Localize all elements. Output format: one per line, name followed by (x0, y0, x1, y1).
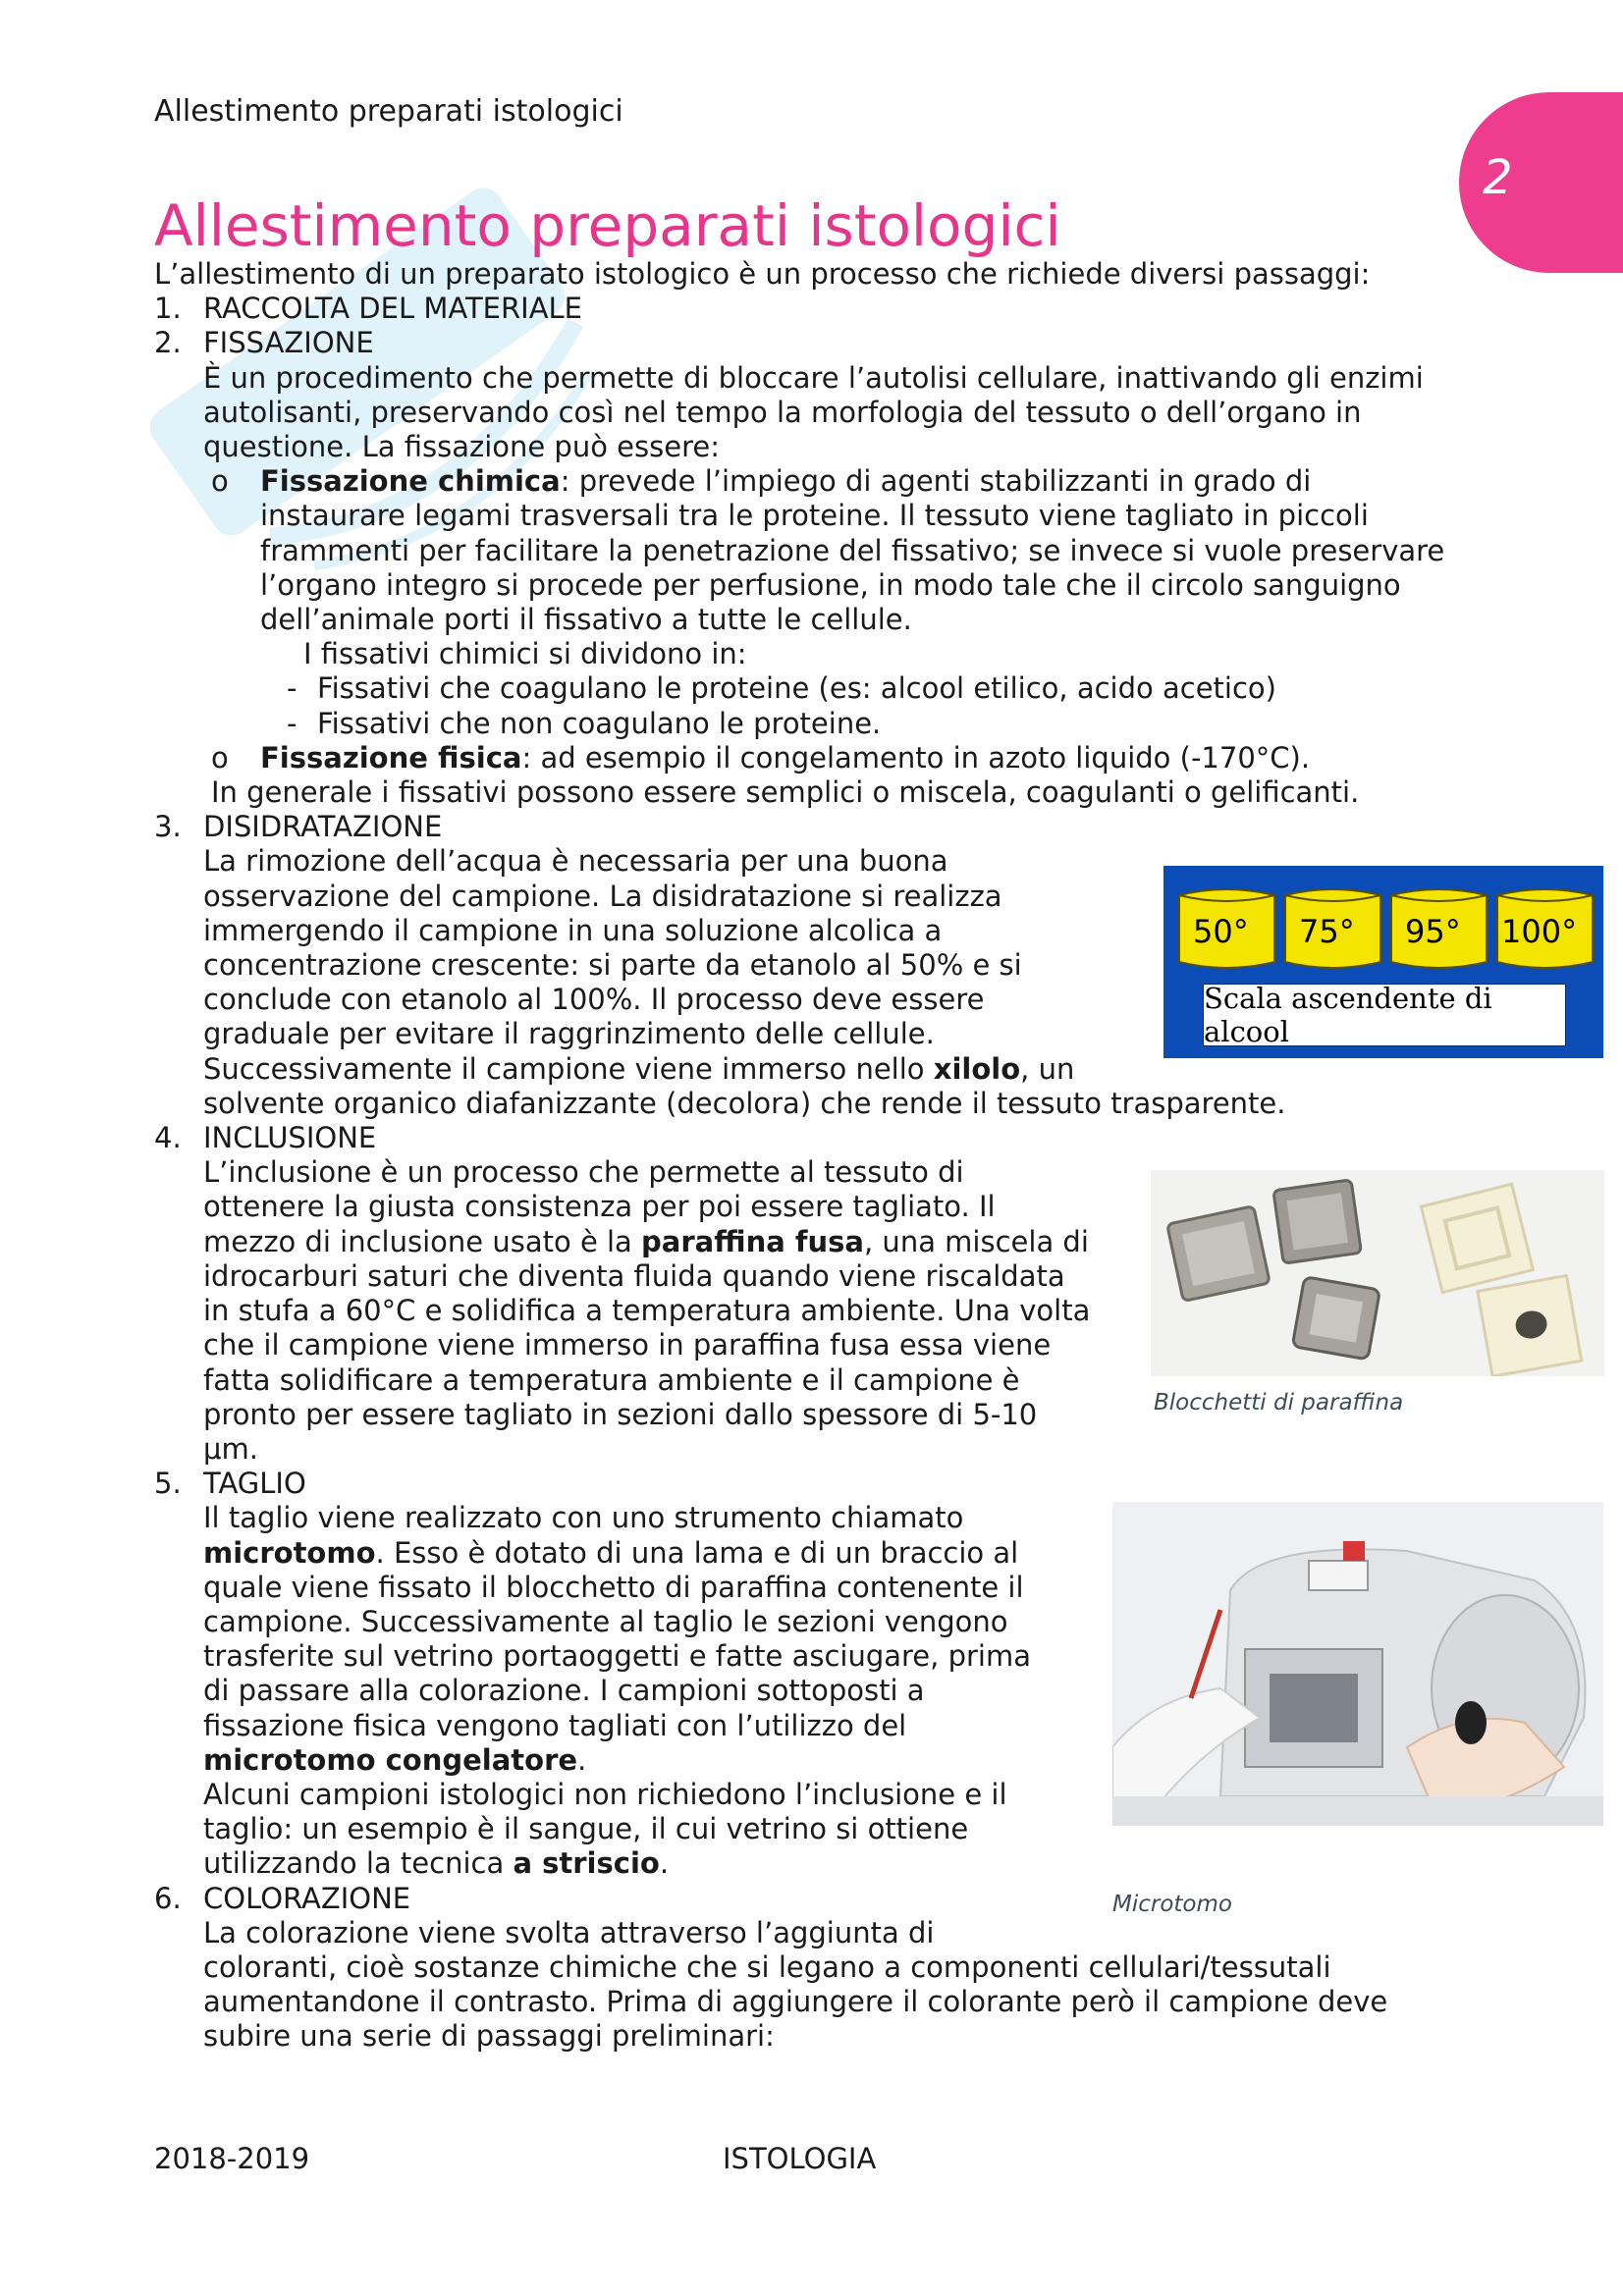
dash-item-coagulanti (154, 671, 1460, 706)
text-fragment: . (577, 1742, 587, 1777)
paragraph-text: In generale i fissativi possono essere semplici o miscela, coagulanti o gelificanti. (211, 775, 1360, 810)
text-line: coloranti, cioè sostanze chimiche che si legano a componenti cellulari/tessutali (203, 1949, 1331, 1984)
text-line: aumentandone il contrasto. Prima di aggiungere il colorante però il campione deve (203, 1985, 1388, 2019)
step-heading: INCLUSIONE (203, 1121, 377, 1155)
fissazione-description (154, 361, 1460, 465)
footer-subject: ISTOLOGIA (723, 2142, 877, 2175)
step-number: 4. (154, 1121, 182, 1155)
paragraph-text: : ad esempio il congelamento in azoto liquido (-170°C). (521, 740, 1311, 774)
text-line: taglio: un esempio è il sangue, il cui vetrino si ottiene (203, 1812, 969, 1846)
beaker-95 (1389, 885, 1488, 972)
bullet-marker: o (211, 740, 229, 774)
dash-marker: - (287, 671, 298, 706)
paragraph-text: È un procedimento che permette di bloccare l’autolisi cellulare, inattivando gli enzimi autolisanti, preservando così nel tempo la morfologia del tessuto o dell’organo in questione. La fissazione può essere: (203, 360, 1424, 464)
text-line: idrocarburi saturi che diventa fluida quando viene riscaldata (203, 1258, 1065, 1293)
text-line: La rimozione dell’acqua è necessaria per una buona (203, 844, 948, 879)
text-line: pronto per essere tagliato in sezioni dallo spessore di 5-10 (203, 1397, 1038, 1431)
bullet-marker: o (211, 464, 229, 499)
text-fragment: , un (1020, 1051, 1075, 1086)
beaker-label: 75° (1299, 913, 1355, 950)
step-raccolta (154, 292, 1460, 326)
step-heading: RACCOLTA DEL MATERIALE (203, 292, 583, 326)
text-line: graduale per evitare il raggrinzimento delle cellule. (203, 1017, 935, 1051)
text-line: osservazione del campione. La disidratazione si realizza (203, 879, 1002, 913)
dash-marker: - (287, 706, 298, 740)
bullet-fissazione-fisica (154, 741, 1460, 775)
text-fragment: Successivamente il campione viene immerso nello (203, 1051, 934, 1086)
figure-caption-microtome: Microtomo (1112, 1892, 1232, 1917)
bold-term: Fissazione chimica (260, 464, 561, 499)
text-fragment: mezzo di inclusione usato è la (203, 1224, 642, 1258)
beaker-50 (1177, 885, 1276, 972)
beaker-label: 100° (1501, 913, 1578, 950)
beaker-100 (1495, 885, 1595, 972)
text-line: solvente organico diafanizzante (decolora) che rende il tessuto trasparente. (203, 1086, 1286, 1120)
page-title: Allestimento preparati istologici (154, 192, 1061, 259)
text-line: che il campione viene immerso in paraffina fusa essa viene (203, 1328, 1052, 1362)
beaker-label: 50° (1193, 913, 1249, 950)
text-line: La colorazione viene svolta attraverso l’aggiunta di (203, 1915, 935, 1949)
paragraph-text: I fissativi chimici si dividono in: (303, 637, 747, 671)
text-fragment: . Esso è dotato di una lama e di un braccio al (375, 1535, 1019, 1570)
text-line: fatta solidificare a temperatura ambiente e il campione è (203, 1362, 1020, 1397)
text-fragment: . (659, 1846, 670, 1881)
bold-term: xilolo (933, 1051, 1021, 1086)
beaker-75 (1283, 885, 1382, 972)
page-number: 2 (1483, 150, 1513, 205)
step-inclusione (154, 1121, 1460, 1155)
step-colorazione (154, 1882, 1460, 1916)
dash-item-non-coagulanti (154, 707, 1460, 741)
bold-term: Fissazione fisica (260, 740, 522, 774)
beaker-label: 95° (1405, 913, 1461, 950)
text-line: di passare alla colorazione. I campioni sottoposti a (203, 1674, 925, 1708)
step-number: 1. (154, 292, 182, 326)
chem-fixatives-intro (154, 637, 1460, 671)
step-heading: FISSAZIONE (203, 326, 374, 360)
alcohol-scale-diagram (1163, 866, 1603, 1058)
text-line: fissazione fisica vengono tagliati con l’utilizzo del (203, 1708, 907, 1742)
bold-term: a striscio (513, 1846, 660, 1881)
step-number: 2. (154, 326, 182, 360)
text-line: μm. (203, 1431, 258, 1466)
step-heading: DISIDRATAZIONE (203, 810, 443, 844)
alcohol-scale-label: Scala ascendente di alcool (1203, 984, 1566, 1046)
text-line: conclude con etanolo al 100%. Il processo deve essere (203, 983, 985, 1017)
step-heading: COLORAZIONE (203, 1881, 411, 1915)
bold-term: microtomo congelatore (203, 1742, 578, 1777)
bold-term: microtomo (203, 1535, 376, 1570)
figure-caption-paraffin: Blocchetti di paraffina (1154, 1390, 1404, 1415)
paragraph-text: Fissativi che coagulano le proteine (es: alcool etilico, acido acetico) (317, 671, 1276, 706)
step-number: 3. (154, 810, 182, 844)
intro-paragraph: L’allestimento di un preparato istologico è un processo che richiede diversi passaggi: (154, 257, 1371, 291)
text-line: subire una serie di passaggi preliminari: (203, 2019, 775, 2054)
step-heading: TAGLIO (203, 1467, 306, 1501)
paraffin-illustration (1151, 1170, 1604, 1376)
text-line: immergendo il campione in una soluzione alcolica a (203, 913, 943, 947)
text-fragment: utilizzando la tecnica (203, 1846, 514, 1881)
microtome-illustration (1112, 1502, 1603, 1826)
text-line: ottenere la giusta consistenza per poi essere tagliato. Il (203, 1190, 996, 1224)
step-number: 5. (154, 1467, 182, 1501)
fissazione-summary (154, 775, 1460, 810)
step-number: 6. (154, 1881, 182, 1915)
text-line (203, 1846, 1460, 1881)
text-line: campione. Successivamente al taglio le sezioni vengono (203, 1604, 1008, 1638)
text-line: L’inclusione è un processo che permette al tessuto di (203, 1155, 964, 1190)
colorazione-text (154, 1916, 1460, 2055)
text-line: quale viene fissato il blocchetto di paraffina contenente il (203, 1570, 1024, 1604)
text-line: in stufa a 60°C e solidifica a temperatura ambiente. Una volta (203, 1294, 1091, 1328)
paragraph-text: Fissativi che non coagulano le proteine. (317, 706, 882, 740)
paragraph-text: : prevede l’impiego di agenti stabilizzanti in grado di instaurare legami trasversali tra le proteine. Il tessuto viene tagliato in piccoli frammenti per facilitare la penetrazione del fissativo; se invece si vuole preservare l’organo integro si procede per perfusione, in modo tale che il circolo sanguigno dell’animale porti il fissativo a tutte le cellule. (260, 464, 1445, 637)
footer-year: 2018-2019 (154, 2142, 310, 2175)
step-fissazione (154, 326, 1460, 360)
text-line: Il taglio viene realizzato con uno strumento chiamato (203, 1501, 964, 1535)
step-disidratazione (154, 810, 1460, 844)
text-line: trasferite sul vetrino portaoggetti e fatte asciugare, prima (203, 1639, 1031, 1674)
step-taglio (154, 1467, 1460, 1501)
text-line: concentrazione crescente: si parte da etanolo al 50% e si (203, 948, 1022, 983)
text-fragment: , una miscela di (864, 1224, 1089, 1258)
running-header: Allestimento preparati istologici (154, 94, 623, 129)
microtome-photo (1112, 1502, 1603, 1826)
paraffin-blocks-photo (1151, 1170, 1604, 1376)
text-line: Alcuni campioni istologici non richiedono l’inclusione e il (203, 1777, 1007, 1811)
bold-term: paraffina fusa (641, 1224, 864, 1258)
bullet-fissazione-chimica (154, 464, 1460, 637)
